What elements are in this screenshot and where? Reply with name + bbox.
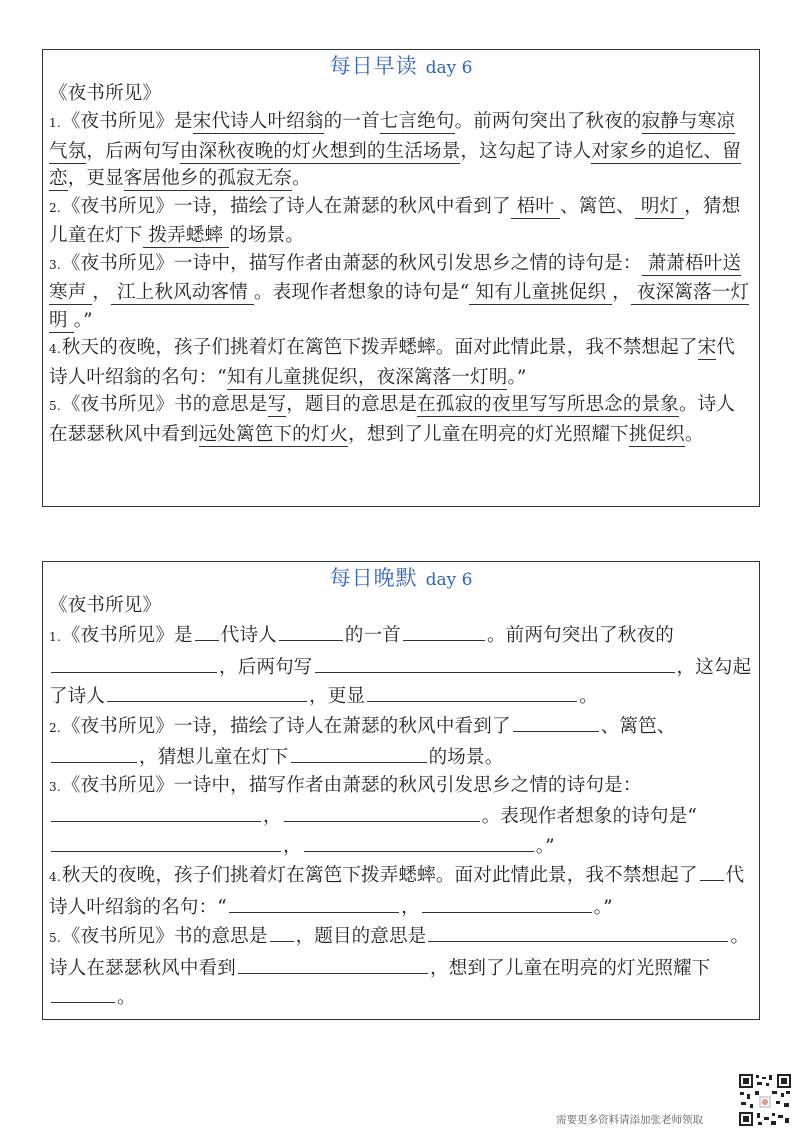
answer-underline: 寂静与寒凉气氛 bbox=[49, 111, 736, 162]
footer-contact-text: 需要更多资料请添加张老师领取 bbox=[556, 1114, 703, 1126]
answer-fill: 夜深篱落一灯明 bbox=[49, 282, 750, 331]
morning-poem-title: 《夜书所见》 bbox=[49, 83, 162, 104]
blank-line[interactable] bbox=[428, 921, 728, 942]
blank-line[interactable] bbox=[51, 742, 137, 763]
question-number: 4. bbox=[49, 342, 61, 356]
evening-question-3: 3.《夜书所见》一诗中，描写作者由萧瑟的秋风引发思乡之情的诗句是：， 。表现作者想象的诗句是“， 。” bbox=[49, 774, 698, 857]
blank-line[interactable] bbox=[270, 921, 294, 942]
answer-underline: 宋代诗人叶绍翁 bbox=[192, 111, 324, 132]
blank-line[interactable] bbox=[284, 801, 480, 822]
question-number: 5. bbox=[49, 399, 61, 413]
blank-line[interactable] bbox=[51, 982, 115, 1003]
blank-line[interactable] bbox=[291, 742, 427, 763]
question-number: 5. bbox=[49, 931, 61, 945]
morning-day-label: day 6 bbox=[425, 58, 473, 78]
answer-underline: 客居他乡的孤寂无奈 bbox=[123, 168, 293, 189]
blank-line[interactable] bbox=[279, 620, 343, 641]
answer-underline: 写 bbox=[267, 394, 287, 415]
answer-fill: 明灯 bbox=[635, 196, 684, 219]
answer-fill: 江上秋风动客情 bbox=[111, 282, 254, 305]
evening-question-1: 1.《夜书所见》是 代诗人 的一首 。前两句突出了秋夜的，后两句写 ，这勾起了诗人 ，更显 。 bbox=[49, 620, 753, 711]
blank-line[interactable] bbox=[195, 620, 219, 641]
answer-underline: 七言绝句 bbox=[379, 111, 455, 132]
answer-underline: 挑促织 bbox=[628, 423, 685, 445]
answer-underline: 知有儿童挑促织，夜深篱落一灯明 bbox=[226, 366, 508, 388]
evening-day-label: day 6 bbox=[425, 570, 473, 590]
blank-line[interactable] bbox=[513, 711, 599, 732]
question-number: 2. bbox=[49, 720, 61, 735]
evening-question-5: 5.《夜书所见》书的意思是 ，题目的意思是 。诗人在瑟瑟秋风中看到 ，想到了儿童在明亮的灯光照耀下。 bbox=[49, 921, 753, 1012]
evening-title-text: 每日晚默 bbox=[329, 566, 418, 590]
morning-title-text: 每日早读 bbox=[329, 54, 418, 78]
answer-fill: 拨弄蟋蟀 bbox=[143, 225, 230, 248]
blank-line[interactable] bbox=[107, 681, 307, 702]
blank-line[interactable] bbox=[229, 892, 399, 913]
evening-dictation-card bbox=[42, 561, 760, 1020]
morning-card-title bbox=[43, 52, 759, 82]
question-number: 1. bbox=[49, 116, 61, 130]
evening-question-2: 2.《夜书所见》一诗，描绘了诗人在萧瑟的秋风中看到了 、篱笆、，猜想儿童在灯下 的场景。 bbox=[49, 711, 753, 772]
answer-underline: 对家乡的追忆、留恋 bbox=[49, 140, 741, 189]
morning-question-2: 2.《夜书所见》一诗，描绘了诗人在萧瑟的秋风中看到了 梧叶 、篱笆、 明灯 ，猜想儿童在灯下 拨弄蟋蟀 的场景。 bbox=[49, 195, 741, 246]
evening-card-title bbox=[43, 564, 759, 594]
blank-line[interactable] bbox=[51, 801, 261, 822]
blank-line[interactable] bbox=[51, 652, 217, 673]
morning-question-1: 1.《夜书所见》是宋代诗人叶绍翁的一首七言绝句。前两句突出了秋夜的寂静与寒凉气氛，后两句写由深秋夜晚的灯火想到的生活场景，这勾起了诗人对家乡的追忆、留恋，更显客居他乡的孤寂无奈。 bbox=[49, 111, 741, 189]
question-number: 3. bbox=[49, 257, 61, 272]
evening-poem-title: 《夜书所见》 bbox=[49, 595, 162, 616]
answer-underline: 由深秋夜晚的灯火想到的生活场景 bbox=[179, 140, 461, 162]
morning-reading-card bbox=[42, 49, 760, 507]
answer-fill: 梧叶 bbox=[511, 196, 560, 219]
answer-underline: 远处篱笆下的灯火 bbox=[198, 423, 349, 445]
blank-line[interactable] bbox=[700, 860, 724, 881]
blank-line[interactable] bbox=[238, 953, 428, 974]
question-number: 4. bbox=[49, 870, 61, 884]
qr-code-icon bbox=[738, 1073, 792, 1127]
morning-question-3: 3.《夜书所见》一诗中，描写作者由萧瑟的秋风引发思乡之情的诗句是： 萧萧梧叶送寒声 ， 江上秋风动客情 。表现作者想象的诗句是“ 知有儿童挑促织 ， 夜深篱落一灯明 。” bbox=[49, 252, 750, 331]
blank-line[interactable] bbox=[403, 620, 485, 641]
answer-fill: 知有儿童挑促织 bbox=[469, 282, 612, 305]
blank-line[interactable] bbox=[367, 681, 577, 702]
answer-underline: 宋 bbox=[697, 337, 717, 358]
answer-fill: 萧萧梧叶送寒声 bbox=[49, 252, 742, 303]
blank-line[interactable] bbox=[315, 652, 675, 673]
question-number: 3. bbox=[49, 779, 61, 794]
blank-line[interactable] bbox=[422, 892, 592, 913]
blank-line[interactable] bbox=[51, 831, 281, 852]
morning-question-4: 4.秋天的夜晚，孩子们挑着灯在篱笆下拨弄蟋蟀。面对此情此景，我不禁想起了宋代诗人叶绍翁的名句：“知有儿童挑促织，夜深篱落一灯明。” bbox=[49, 337, 736, 388]
blank-line[interactable] bbox=[304, 831, 534, 852]
answer-underline: 在孤寂的夜里写写所思念的景象 bbox=[417, 394, 679, 415]
morning-question-5: 5.《夜书所见》书的意思是写，题目的意思是在孤寂的夜里写写所思念的景象。诗人在瑟瑟秋风中看到远处篱笆下的灯火，想到了儿童在明亮的灯光照耀下挑促织。 bbox=[49, 394, 736, 445]
question-number: 2. bbox=[49, 200, 61, 215]
evening-question-4: 4.秋天的夜晚，孩子们挑着灯在篱笆下拨弄蟋蟀。面对此情此景，我不禁想起了 代诗人叶绍翁的名句：“ ， 。” bbox=[49, 860, 753, 921]
question-number: 1. bbox=[49, 630, 61, 644]
